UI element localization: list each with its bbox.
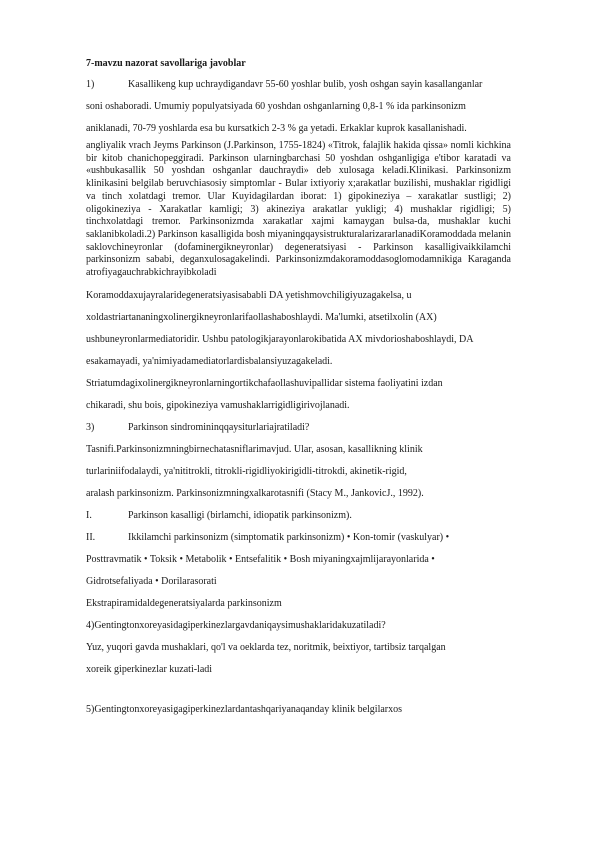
text-line: xoldastriartananingxolinergikneyronlarifaollashaboshlaydi. Ma'lumki, atsetilxolin (AX) — [86, 311, 437, 323]
document-page — [86, 50, 511, 721]
text-line: esakamayadi, ya'nimiyadamediatorlardisbalansiyuzagakeladi. — [86, 355, 333, 367]
text-line: chikaradi, shu bois, gipokineziya vamushaklarrigidligirivojlanadi. — [86, 399, 350, 411]
text-line: ushbuneyronlarmediatoridir. Ushbu patologikjarayonlarokibatida AX mivdorioshaboshlaydi, DA — [86, 333, 474, 345]
text-line: Koramoddaxujayralaridegeneratsiyasisababli DA yetishmovchiligiyuzagakelsa, u — [86, 289, 412, 301]
text-line: Gidrotsefaliyada • Dorilarasorati — [86, 575, 217, 587]
item-number: 3) — [86, 421, 95, 433]
item-text: Ikkilamchi parkinsonizm (simptomatik parkinsonizm) • Kon-tomir (vaskulyar) • — [128, 531, 450, 543]
text-line: Ekstrapiramidaldegeneratsiyalarda parkinsonizm — [86, 597, 282, 609]
item-number: II. — [86, 531, 96, 543]
body-paragraph: angliyalik vrach Jeyms Parkinson (J.Parkinson, 1755-1824) «Titrok, falajlik hakida qissa» nomli kichkina bir kitob chanichopeggiradi. Parkinson ularningbarchasi 50 yoshdan oshganligiga e'tibor karatadi va «ushbukasallik 50 yoshdan oshganlar dauchraydi» deb xulosaga keladi.Klinikasi. Parkinsonizm klinikasini belgilab beruvchiasosiy simptomlar - Bular ixtiyoriy x;arakatlar buzilishi, mushaklar rigidligi va tinch xolatdagi tremor. Ular Kuyidagilardan iborat: 1) gipokineziya – xarakatlar sustligi; 2) oligokineziya - Xarakatlar kamligi; 3) akineziya arakatlar yukligi; 4) mushaklar rigidligi; 5) tinchxolatdagi tremor. Parkinsonizmda xarakatlar xajmi kamaygan bulsa-da, mushaklar kuchi saklanibkoladi.2) Parkinson kasalligida bosh miyaningqaysistrukturalarizararlanadiKoramoddada melanin saklovchineyronlar (dofaminergikneyronlar) degeneratsiyasi - Parkinson kasalligivaikkilamchi parkinsonizm sababi, deganxulosagakelindi. Parkinsonizmdakoramoddasoglomodamnikiga Karaganda atrofiyagauchrabkichrayibkoladi — [86, 140, 511, 279]
text-line: turlariniifodalaydi, ya'nititrokli, titrokli-rigidliyokirigidli-titrokdi, akinetik-rigid, — [86, 465, 407, 477]
text-line: Striatumdagixolinergikneyronlarningortikchafaollashuvipallidar sistema faoliyatini izdan — [86, 377, 443, 389]
text-line: Tasnifi.Parkinsonizmningbirnechatasniflarimavjud. Ular, asosan, kasallikning klinik — [86, 443, 423, 455]
text-line: Posttravmatik • Toksik • Metabolik • Entsefalitik • Bosh miyaningxajmlijarayonlarida • — [86, 553, 435, 565]
document-body — [86, 74, 511, 721]
item-text: Parkinson sindromininqqaysiturlariajratiladi? — [128, 421, 310, 433]
item-number: 1) — [86, 79, 95, 90]
numbered-paragraph — [86, 505, 511, 527]
numbered-paragraph — [86, 527, 511, 549]
text-line: xoreik giperkinezlar kuzati-ladi — [86, 663, 213, 675]
text-line: aniklanadi, 70-79 yoshlarda esa bu kursatkich 2-3 % ga yetadi. Erkaklar kuprok kasallanishadi. — [86, 123, 467, 134]
text-line: soni oshaboradi. Umumiy populyatsiyada 60 yoshdan oshganlarning 0,8-1 % ida parkinsonizm — [86, 101, 466, 112]
text-line: 4)Gentingtonxoreyasidagiperkinezlargavdaniqaysimushaklaridakuzatiladi? — [86, 619, 386, 631]
text-line: aralash parkinsonizm. Parkinsonizmningxalkarotasnifi (Stacy M., JankovicJ., 1992). — [86, 487, 424, 499]
document-title: 7-mavzu nazorat savollariga javoblar — [86, 58, 246, 69]
text-line: 5)Gentingtonxoreyasigagiperkinezlardantashqariyanaqanday klinik belgilarxos — [86, 703, 403, 715]
numbered-paragraph — [86, 74, 511, 96]
item-text: Parkinson kasalligi (birlamchi, idiopatik parkinsonizm). — [128, 509, 352, 521]
text-line: Yuz, yuqori gavda mushaklari, qo'l va oeklarda tez, noritmik, beixtiyor, tartibsiz tarqalgan — [86, 641, 446, 653]
blank-line — [86, 681, 511, 699]
numbered-paragraph — [86, 417, 511, 439]
item-text: Kasallikeng kup uchraydigandavr 55-60 yoshlar bulib, yosh oshgan sayin kasallanganlar — [128, 79, 483, 90]
item-number: I. — [86, 509, 92, 521]
